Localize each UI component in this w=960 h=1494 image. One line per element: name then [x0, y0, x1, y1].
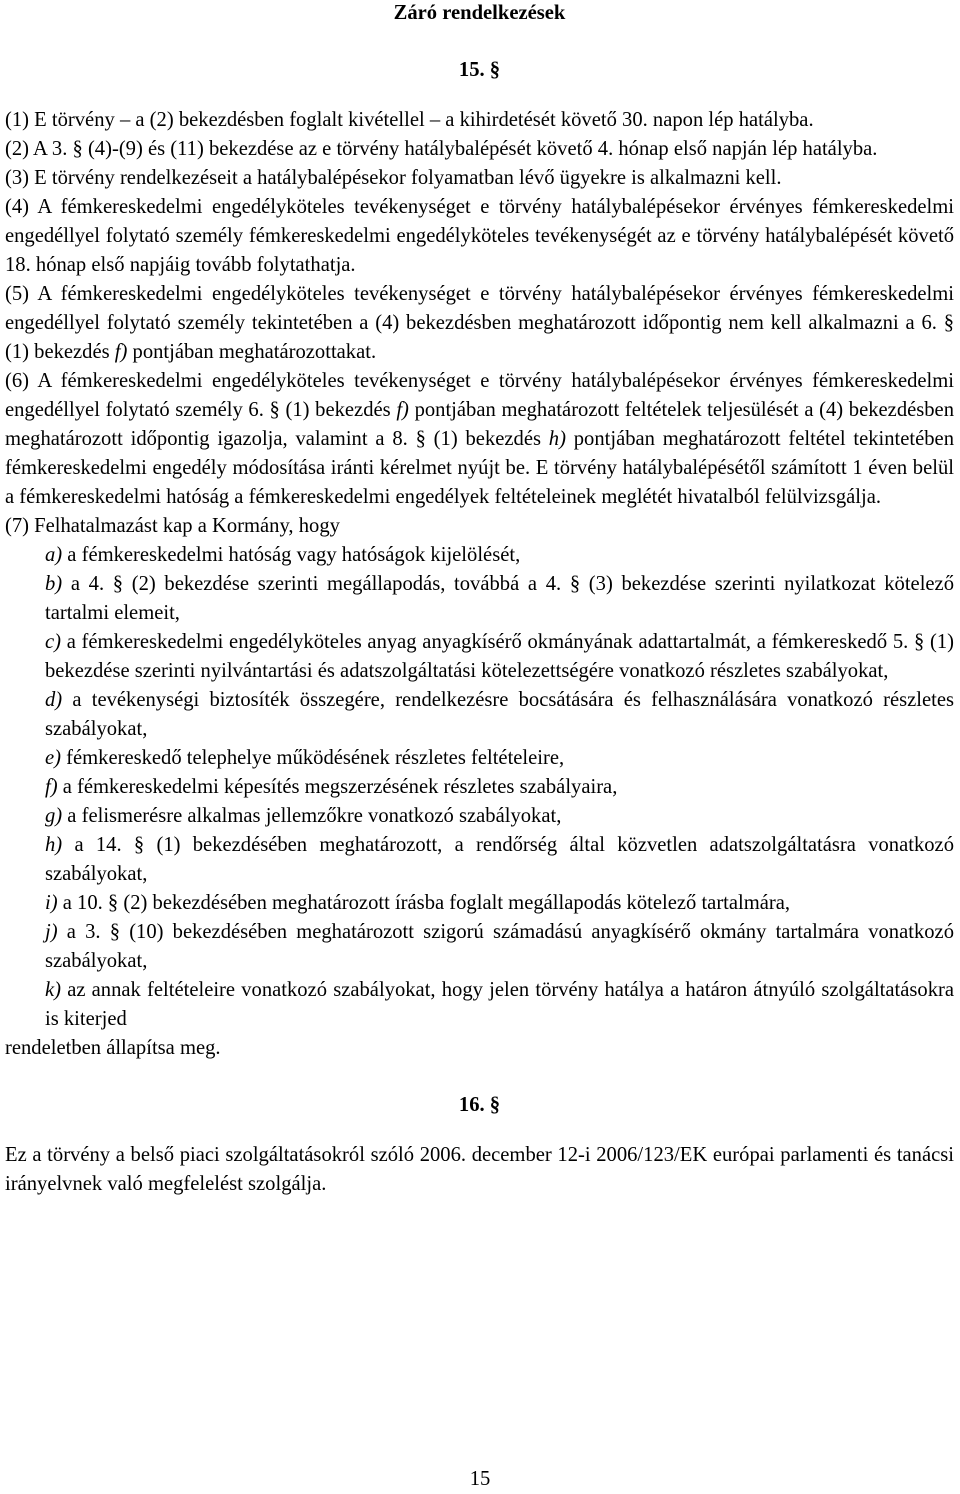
list-item-label: i): [45, 892, 58, 914]
paragraph-15-4: (4) A fémkereskedelmi engedélyköteles tevékenységet e törvény hatálybalépésekor érvényes fémkereskedelmi engedéllyel folytató személy fémkereskedelmi engedélyköteles tevékenységét az e törvény hatálybalépését követő 18. hónap első napjáig tovább folytathatja.: [5, 196, 954, 276]
list-item: [45, 686, 954, 744]
list-item-text: a fémkereskedelmi engedélyköteles anyag anyagkísérő okmányának adattartalmát, a fémkereskedő 5. § (1) bekezdése szerinti nyilvántartási és adatszolgáltatási kötelezettségére vonatkozó részletes szabályokat,: [45, 631, 954, 682]
list-item-label: k): [45, 979, 61, 1001]
list-item: [45, 628, 954, 686]
paragraph-15-5-text-end: pontjában meghatározottakat.: [127, 341, 377, 363]
paragraph-15-2: (2) A 3. § (4)-(9) és (11) bekezdése az e törvény hatálybalépését követő 4. hónap első napján lép hatályba.: [5, 138, 878, 160]
paragraph-15-6-text-end: pontjában meghatározott feltétel tekintetében fémkereskedelmi engedély módosítása iránti kérelmet nyújt be. E törvény hatálybalépésétől számított 1 éven belül a fémkereskedelmi hatóság a fémkereskedelmi engedélyek feltételeinek meglétét hivatalból felülvizsgálja.: [5, 428, 954, 508]
paragraph-15-6-point-f: f): [396, 399, 409, 421]
list-item-text: a 4. § (2) bekezdése szerinti megállapodás, továbbá a 4. § (3) bekezdése szerinti nyilatkozat kötelező tartalmi elemeit,: [45, 573, 954, 624]
list-item: [45, 918, 954, 976]
paragraph-15-6-text: (6) A fémkereskedelmi engedélyköteles tevékenységet e törvény hatálybalépésekor érvényes fémkereskedelmi engedéllyel folytató személy 6. § (1) bekezdés: [5, 370, 954, 421]
section-15-number: 15. §: [458, 59, 501, 81]
paragraph-16: Ez a törvény a belső piaci szolgáltatásokról szóló 2006. december 12-i 2006/123/EK európai parlamenti és tanácsi irányelvnek való megfelelést szolgálja.: [5, 1144, 954, 1195]
list-item-text: a 14. § (1) bekezdésében meghatározott, a rendőrség által közvetlen adatszolgáltatásra vonatkozó szabályokat,: [45, 834, 954, 885]
authorization-list: [5, 541, 954, 1034]
list-item: [45, 773, 954, 802]
list-item: [45, 802, 954, 831]
chapter-title: Záró rendelkezések: [393, 2, 566, 24]
list-item-text: fémkereskedő telephelye működésének részletes feltételeire,: [61, 747, 565, 769]
page-number: 15: [469, 1468, 491, 1490]
list-item-label: a): [45, 544, 63, 566]
list-item-text: a 10. § (2) bekezdésében meghatározott írásba foglalt megállapodás kötelező tartalmára,: [57, 892, 791, 914]
section-16-number: 16. §: [458, 1094, 501, 1116]
paragraph-15-5-point: f): [114, 341, 128, 363]
list-item-text: a tevékenységi biztosíték összegére, rendelkezésre bocsátására és felhasználására vonatkozó részletes szabályokat,: [45, 689, 954, 740]
list-item-text: a felismerésre alkalmas jellemzőkre vonatkozó szabályokat,: [62, 805, 562, 827]
list-item-label: g): [45, 805, 63, 827]
list-item: [45, 570, 954, 628]
list-item-text: a 3. § (10) bekezdésében meghatározott szigorú számadású anyagkísérő okmány tartalmára vonatkozó szabályokat,: [45, 921, 954, 972]
list-item-label: b): [45, 573, 63, 595]
paragraph-15-1: (1) E törvény – a (2) bekezdésben foglalt kivétellel – a kihirdetését követő 30. napon lép hatályba.: [5, 109, 814, 131]
list-item-label: d): [45, 689, 63, 711]
list-item-label: h): [45, 834, 63, 856]
closing-clause: rendeletben állapítsa meg.: [5, 1037, 221, 1059]
list-item: [45, 744, 954, 773]
paragraph-15-6: [5, 367, 954, 512]
list-item-label: e): [45, 747, 61, 769]
list-item-label: c): [45, 631, 61, 653]
list-item: [45, 831, 954, 889]
paragraph-15-5-text: (5) A fémkereskedelmi engedélyköteles tevékenységet e törvény hatálybalépésekor érvényes fémkereskedelmi engedéllyel folytató személy tekintetében a (4) bekezdésben meghatározott időpontig nem kell alkalmazni a 6. § (1) bekezdés: [5, 283, 954, 363]
paragraph-15-6-text-mid: pontjában meghatározott feltételek teljesülését a (4) bekezdésben meghatározott időpontig igazolja, valamint a 8. § (1) bekezdés: [5, 399, 954, 450]
paragraph-15-7: (7) Felhatalmazást kap a Kormány, hogy: [5, 515, 340, 537]
list-item-text: a fémkereskedelmi képesítés megszerzésének részletes szabályaira,: [57, 776, 618, 798]
paragraph-15-6-point-h: h): [548, 428, 566, 450]
list-item-text: az annak feltételeire vonatkozó szabályokat, hogy jelen törvény hatálya a határon átnyúló szolgáltatásokra is kiterjed: [45, 979, 954, 1030]
list-item-label: f): [45, 776, 58, 798]
paragraph-15-5: [5, 280, 954, 367]
paragraph-15-3: (3) E törvény rendelkezéseit a hatálybalépésekor folyamatban lévő ügyekre is alkalmazni kell.: [5, 167, 782, 189]
list-item-text: a fémkereskedelmi hatóság vagy hatóságok kijelölését,: [62, 544, 521, 566]
list-item-label: j): [45, 921, 58, 943]
list-item: [45, 541, 954, 570]
list-item: [45, 889, 954, 918]
document-page: [5, 0, 954, 1199]
list-item: [45, 976, 954, 1034]
